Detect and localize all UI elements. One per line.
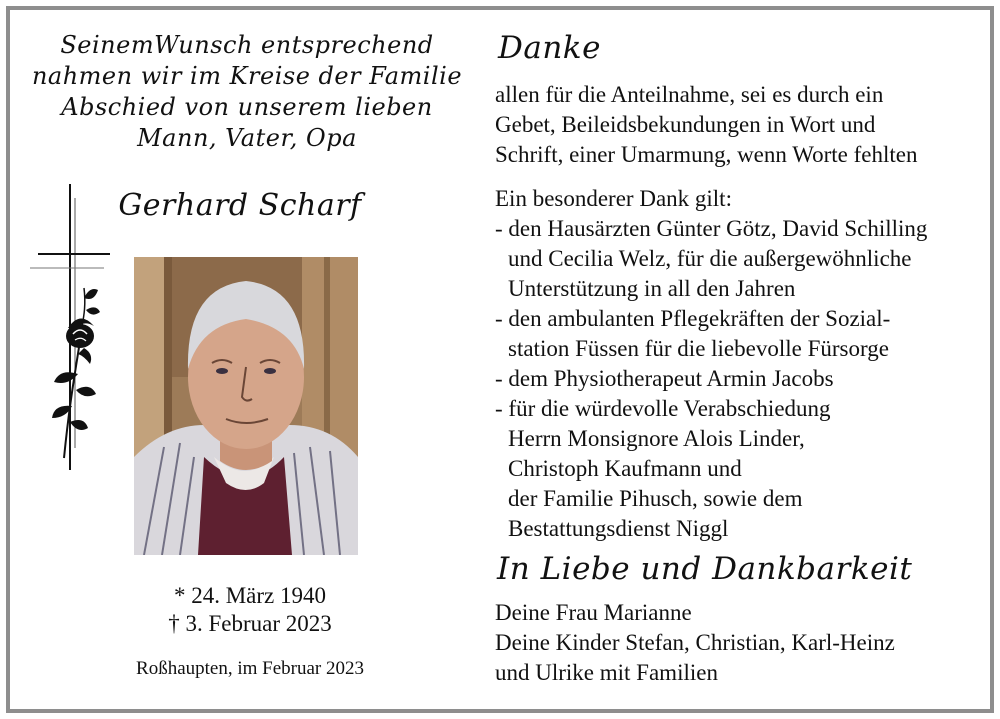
place-and-date: Roßhaupten, im Februar 2023 bbox=[136, 658, 364, 679]
closing-line: Deine Frau Marianne bbox=[495, 600, 692, 625]
thanks-intro-line: allen für die Anteilnahme, sei es durch ein bbox=[495, 82, 884, 107]
special-thanks-line: Herrn Monsignore Alois Linder, bbox=[508, 426, 805, 451]
closing-signatures bbox=[495, 598, 895, 688]
special-thanks bbox=[495, 184, 927, 544]
thanks-intro-line: Gebet, Beileidsbekundungen in Wort und bbox=[495, 112, 876, 137]
special-thanks-line: Unterstützung in all den Jahren bbox=[508, 276, 796, 301]
birth-date: * 24. März 1940 bbox=[173, 583, 327, 608]
deceased-name: Gerhard Scharf bbox=[118, 188, 362, 223]
intro-text bbox=[22, 30, 472, 154]
closing-line: Deine Kinder Stefan, Christian, Karl-Heinz bbox=[495, 630, 895, 655]
special-thanks-line: - dem Physiotherapeut Armin Jacobs bbox=[495, 366, 834, 391]
special-thanks-heading: Ein besonderer Dank gilt: bbox=[495, 186, 732, 211]
life-dates bbox=[130, 582, 370, 638]
cross-with-rose-icon bbox=[24, 178, 116, 478]
thanks-title: Danke bbox=[498, 30, 601, 66]
thanks-intro bbox=[495, 80, 917, 170]
special-thanks-line: Bestattungsdienst Niggl bbox=[508, 516, 729, 541]
special-thanks-line: - für die würdevolle Verabschiedung bbox=[495, 396, 831, 421]
thanks-intro-line: Schrift, einer Umarmung, wenn Worte fehlten bbox=[495, 142, 918, 167]
special-thanks-line: - den Hausärzten Günter Götz, David Schilling bbox=[495, 216, 928, 241]
closing-line: und Ulrike mit Familien bbox=[495, 660, 718, 685]
death-date: † 3. Februar 2023 bbox=[168, 611, 332, 636]
intro-line: Abschied von unserem lieben bbox=[61, 93, 433, 121]
special-thanks-line: - den ambulanten Pflegekräften der Sozial- bbox=[495, 306, 891, 331]
intro-line: SeinemWunsch entsprechend bbox=[60, 31, 434, 59]
portrait-photo bbox=[134, 257, 358, 555]
closing-title: In Liebe und Dankbarkeit bbox=[497, 551, 913, 587]
special-thanks-line: und Cecilia Welz, für die außergewöhnliche bbox=[508, 246, 912, 271]
intro-line: nahmen wir im Kreise der Familie bbox=[31, 62, 463, 90]
special-thanks-line: der Familie Pihusch, sowie dem bbox=[508, 486, 803, 511]
intro-line: Mann, Vater, Opa bbox=[137, 124, 357, 152]
special-thanks-line: station Füssen für die liebevolle Fürsorge bbox=[508, 336, 889, 361]
special-thanks-line: Christoph Kaufmann und bbox=[508, 456, 742, 481]
